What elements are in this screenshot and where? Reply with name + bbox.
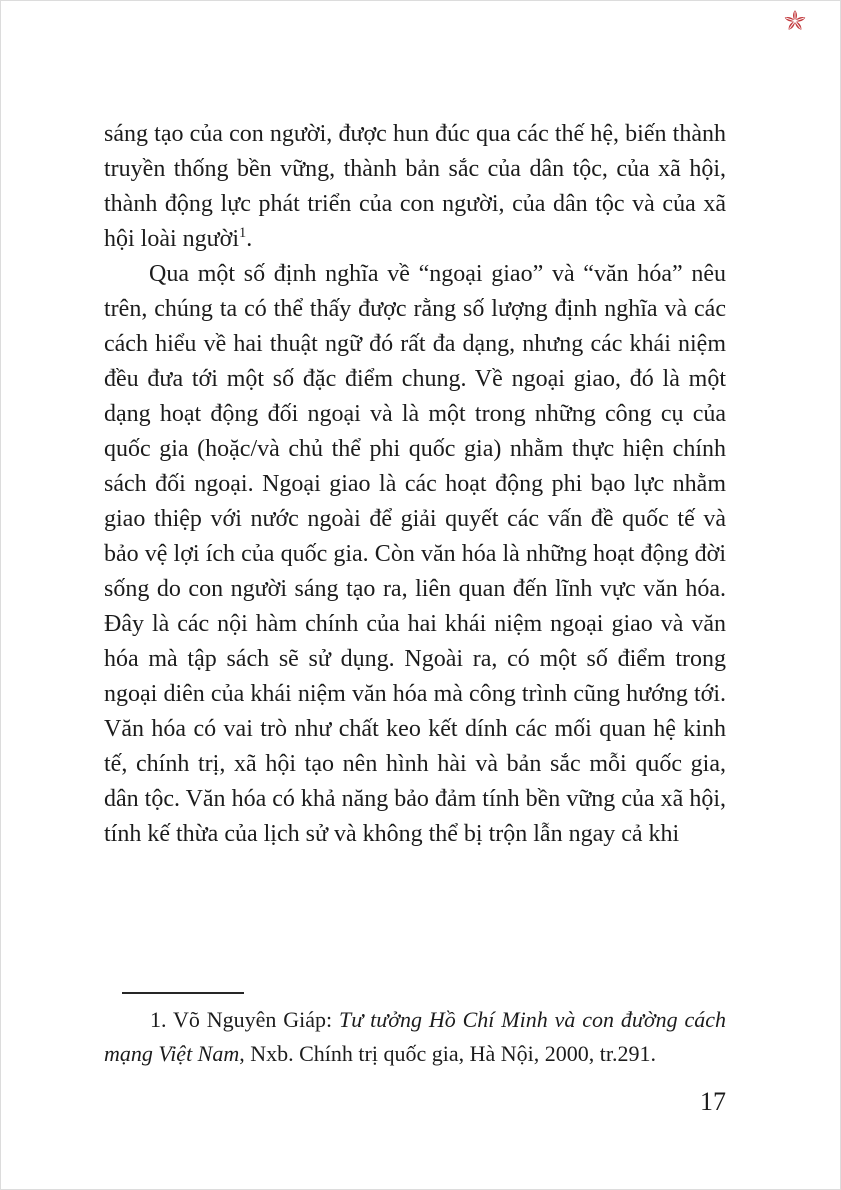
footnote (104, 992, 726, 1071)
paragraph-1-period: . (246, 226, 253, 252)
paragraph-1-text: sáng tạo của con người, được hun đúc qua các thế hệ, biến thành truyền thống bền vững, thành bản sắc của dân tộc, của xã hội, thành động lực phát triển của con người, của dân tộc và của xã hội loài người (104, 121, 726, 252)
footnote-separator-rule (122, 992, 244, 994)
footnote-tail: , Nxb. Chính trị quốc gia, Hà Nội, 2000, tr.291. (239, 1041, 656, 1066)
flower-ornament-icon (782, 8, 808, 34)
page-number: 17 (700, 1087, 726, 1116)
paragraph-2-text: Qua một số định nghĩa về “ngoại giao” và “văn hóa” nêu trên, chúng ta có thể thấy được rằng số lượng định nghĩa và các cách hiểu về hai thuật ngữ đó rất đa dạng, nhưng các khái niệm đều đưa tới một số đặc điểm chung. Về ngoại giao, đó là một dạng hoạt động đối ngoại và là một trong những công cụ của quốc gia (hoặc/và chủ thể phi quốc gia) nhằm thực hiện chính sách đối ngoại. Ngoại giao là các hoạt động phi bạo lực nhằm giao thiệp với nước ngoài để giải quyết các vấn đề quốc tế và bảo vệ lợi ích của quốc gia. Còn văn hóa là những hoạt động đời sống do con người sáng tạo ra, liên quan đến lĩnh vực văn hóa. Đây là các nội hàm chính của hai khái niệm ngoại giao và văn hóa mà tập sách sẽ sử dụng. Ngoài ra, có một số điểm trong ngoại diên của khái niệm văn hóa mà công trình cũng hướng tới. Văn hóa có vai trò như chất keo kết dính các mối quan hệ kinh tế, chính trị, xã hội tạo nên hình hài và bản sắc mỗi quốc gia, dân tộc. Văn hóa có khả năng bảo đảm tính bền vững của xã hội, tính kế thừa của lịch sử và không thể bị trộn lẫn ngay cả khi (104, 261, 726, 847)
footnote-book-title: Tư tưởng Hồ Chí Minh và con đường cách mạng Việt Nam (104, 1007, 726, 1066)
footnote-reference-marker: 1 (239, 225, 247, 241)
footnote-lead: 1. Võ Nguyên Giáp: (150, 1007, 340, 1032)
body-text (104, 117, 726, 852)
footnote-text (104, 1003, 726, 1071)
body-paragraph-1 (104, 117, 726, 257)
body-paragraph-2 (104, 257, 726, 852)
